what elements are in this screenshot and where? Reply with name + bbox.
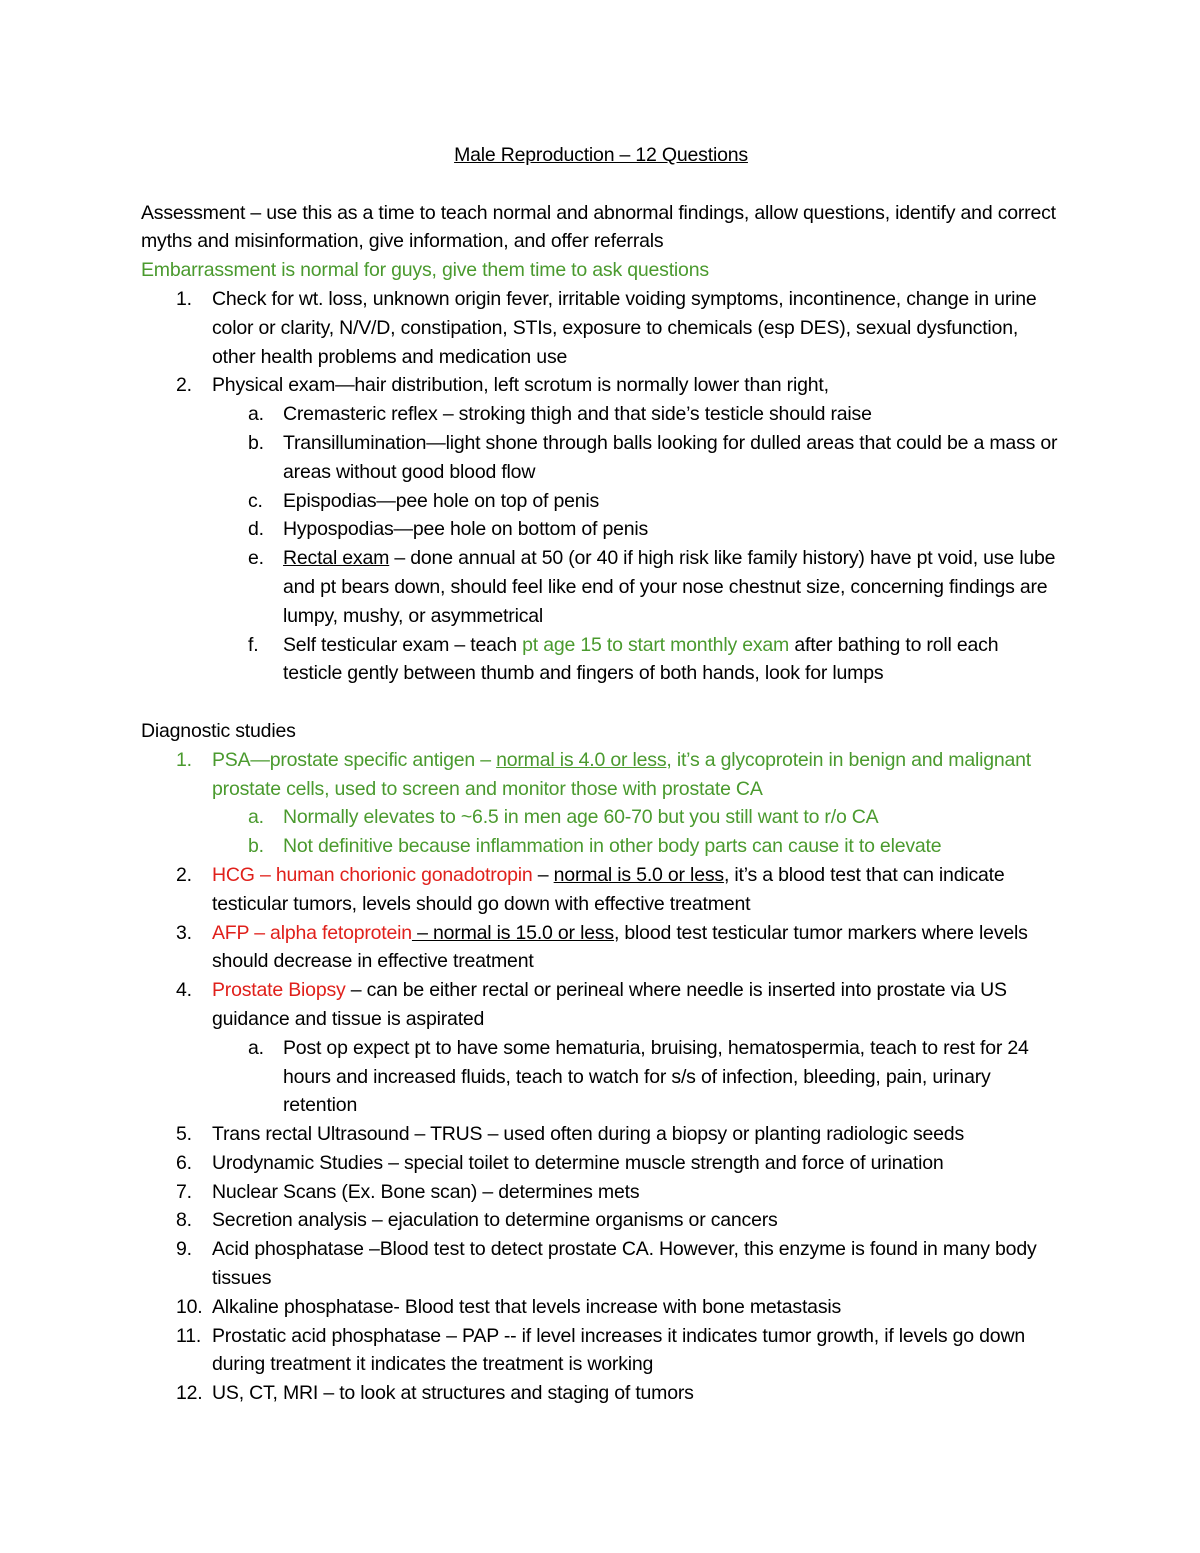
list-item-text: Trans rectal Ultrasound – TRUS – used often during a biopsy or planting radiologic seeds — [212, 1123, 964, 1146]
afp-label: AFP – alpha fetoprotein — [212, 921, 412, 944]
biopsy-label: Prostate Biopsy — [212, 979, 346, 1002]
list-item-text: Acid phosphatase –Blood test to detect prostate CA. However, this enzyme is found in many body tissues — [212, 1238, 1037, 1290]
hcg-label: HCG – human chorionic gonadotropin — [212, 863, 533, 886]
list-item — [141, 1235, 1061, 1293]
assessment-note: Embarrassment is normal for guys, give them time to ask questions — [141, 259, 709, 282]
normal-range: – normal is 15.0 or less — [411, 921, 614, 944]
assessment-item-physical-exam — [141, 371, 1061, 400]
list-number: 6. — [176, 1151, 192, 1174]
list-number: 1. — [176, 748, 192, 771]
list-number: 4. — [176, 979, 192, 1002]
document-body — [141, 141, 1061, 1408]
assessment-item-history — [141, 285, 1061, 371]
list-item — [141, 1322, 1061, 1380]
diagnostic-item-psa — [141, 746, 1061, 804]
list-number: 12. — [176, 1382, 203, 1405]
list-item-text: Self testicular exam – teach — [283, 633, 523, 656]
list-letter: a. — [248, 1036, 264, 1059]
assessment-list — [141, 285, 1061, 400]
list-letter: a. — [248, 403, 264, 426]
diagnostic-item-hcg — [141, 861, 1061, 919]
rectal-exam-label: Rectal exam — [283, 547, 390, 570]
list-item-text: Nuclear Scans (Ex. Bone scan) – determines mets — [212, 1180, 640, 1203]
highlight-text: pt age 15 to start monthly exam — [522, 633, 790, 656]
assessment-intro: Assessment – use this as a time to teach normal and abnormal findings, allow questions, identify and correct myths and misinformation, give information, and offer referrals — [141, 201, 1056, 253]
subitem-epispodias — [141, 487, 1061, 516]
list-item-text: Normally elevates to ~6.5 in men age 60-70 but you still want to r/o CA — [283, 806, 879, 829]
normal-range: normal is 5.0 or less — [553, 863, 724, 886]
list-letter: f. — [248, 633, 259, 656]
list-item — [141, 1206, 1061, 1235]
list-item-text: , blood test testicular tumor markers where levels should decrease in effective treatment — [212, 921, 1028, 973]
list-item-text: Prostatic acid phosphatase – PAP -- if level increases it indicates tumor growth, if levels go down during treatment it indicates the treatment is working — [212, 1324, 1025, 1376]
list-letter: e. — [248, 547, 264, 570]
list-number: 5. — [176, 1123, 192, 1146]
list-number: 3. — [176, 921, 192, 944]
list-item-text: Hypospodias—pee hole on bottom of penis — [283, 518, 649, 541]
list-item-text: PSA—prostate specific antigen – — [212, 748, 497, 771]
list-item-text: US, CT, MRI – to look at structures and staging of tumors — [212, 1382, 694, 1405]
document-title: Male Reproduction – 12 Questions — [454, 144, 748, 166]
list-number: 2. — [176, 374, 192, 397]
list-item-text: Post op expect pt to have some hematuria, bruising, hematospermia, teach to rest for 24 hours and increased fluids, teach to watch for s/s of infection, bleeding, pain, urinary retention — [283, 1036, 1029, 1117]
subitem-hypospodias — [141, 515, 1061, 544]
biopsy-sublist — [141, 1034, 1061, 1120]
list-letter: b. — [248, 431, 264, 454]
list-letter: d. — [248, 518, 264, 541]
subitem-cremasteric-reflex — [141, 400, 1061, 429]
list-number: 9. — [176, 1238, 192, 1261]
list-letter: b. — [248, 835, 264, 858]
list-item-text: Transillumination—light shone through balls looking for dulled areas that could be a mass or areas without good blood flow — [283, 431, 1058, 483]
subitem-biopsy-post-op — [141, 1034, 1061, 1120]
list-number: 11. — [176, 1324, 202, 1347]
subitem-psa-age — [141, 803, 1061, 832]
diagnostics-list-part2 — [141, 861, 1061, 1034]
list-item-text: Secretion analysis – ejaculation to determine organisms or cancers — [212, 1209, 778, 1232]
diagnostics-list-part1 — [141, 746, 1061, 804]
list-number: 1. — [176, 287, 192, 310]
subitem-psa-not-definitive — [141, 832, 1061, 861]
list-item-text: – done annual at 50 (or 40 if high risk like family history) have pt void, use lube and pt bears down, should feel like end of your nose chestnut size, concerning findings are lumpy, mushy, or asymmetrical — [283, 547, 1056, 627]
list-item-text: Physical exam—hair distribution, left scrotum is normally lower than right, — [212, 374, 829, 397]
list-item-text: Alkaline phosphatase- Blood test that levels increase with bone metastasis — [212, 1295, 842, 1318]
list-item-text: , it’s a glycoprotein in benign and malignant prostate cells, used to screen and monitor those with prostate CA — [212, 748, 1032, 800]
diagnostic-item-afp — [141, 919, 1061, 977]
list-item-text: Cremasteric reflex – stroking thigh and that side’s testicle should raise — [283, 403, 872, 426]
list-number: 8. — [176, 1209, 192, 1232]
list-item-text: after bathing to roll each testicle gently between thumb and fingers of both hands, look for lumps — [283, 633, 999, 685]
list-item — [141, 1120, 1061, 1149]
list-item-text: , it’s a blood test that can indicate testicular tumors, levels should go down with effective treatment — [212, 863, 1005, 915]
physical-exam-sublist — [141, 400, 1061, 688]
list-number: 7. — [176, 1180, 192, 1203]
list-letter: a. — [248, 806, 264, 829]
list-item — [141, 1379, 1061, 1408]
list-item-text: Check for wt. loss, unknown origin fever, irritable voiding symptoms, incontinence, change in urine color or clarity, N/V/D, constipation, STIs, exposure to chemicals (esp DES), sexual dysfunction, other health problems and medication use — [212, 287, 1037, 368]
list-number: 2. — [176, 863, 192, 886]
psa-sublist — [141, 803, 1061, 861]
subitem-self-testicular-exam — [141, 631, 1061, 689]
list-item-text: – can be either rectal or perineal where needle is inserted into prostate via US guidance and tissue is aspirated — [212, 979, 1007, 1030]
section-spacer — [141, 688, 1061, 717]
list-item — [141, 1293, 1061, 1322]
diagnostic-item-prostate-biopsy — [141, 976, 1061, 1034]
diagnostics-list-part3 — [141, 1120, 1061, 1408]
diagnostics-heading: Diagnostic studies — [141, 719, 296, 742]
list-item-text: Urodynamic Studies – special toilet to determine muscle strength and force of urination — [212, 1151, 944, 1174]
list-item-text: – — [532, 863, 554, 886]
subitem-rectal-exam — [141, 544, 1061, 630]
list-item-text: Epispodias—pee hole on top of penis — [283, 489, 600, 512]
list-item — [141, 1149, 1061, 1178]
list-item-text: Not definitive because inflammation in other body parts can cause it to elevate — [283, 835, 942, 858]
list-letter: c. — [248, 489, 263, 512]
normal-range: normal is 4.0 or less — [496, 748, 667, 771]
list-number: 10. — [176, 1295, 203, 1318]
list-item — [141, 1178, 1061, 1207]
subitem-transillumination — [141, 429, 1061, 487]
